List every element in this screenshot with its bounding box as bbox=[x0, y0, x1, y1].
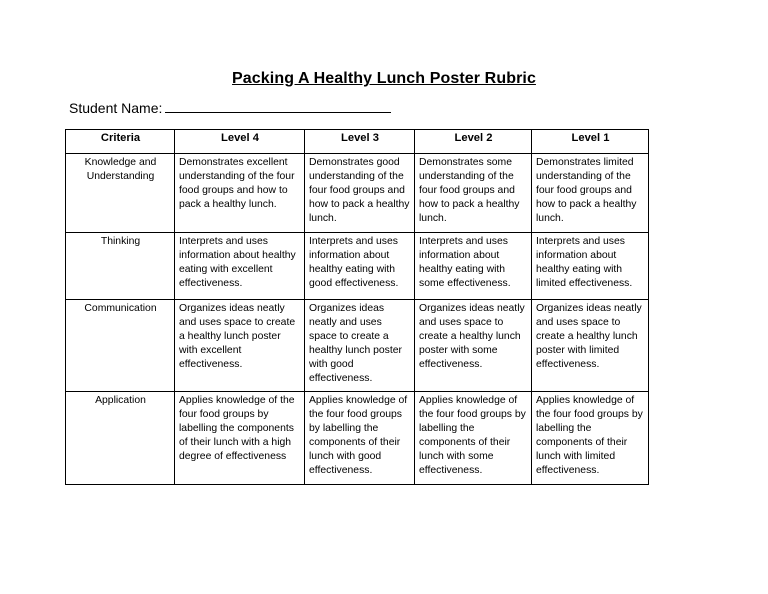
level-4-cell: Demonstrates excellent understanding of the four food groups and how to pack a healthy lunch. bbox=[175, 154, 305, 233]
criterion-cell: Knowledge and Understanding bbox=[66, 154, 175, 233]
criterion-cell: Thinking bbox=[66, 233, 175, 300]
level-2-cell: Organizes ideas neatly and uses space to create a healthy lunch poster with some effectiveness. bbox=[415, 300, 532, 392]
header-level-3: Level 3 bbox=[305, 130, 415, 154]
level-4-cell: Interprets and uses information about healthy eating with excellent effectiveness. bbox=[175, 233, 305, 300]
page-title: Packing A Healthy Lunch Poster Rubric bbox=[232, 70, 536, 87]
header-level-2: Level 2 bbox=[415, 130, 532, 154]
student-name-label: Student Name: bbox=[69, 100, 163, 116]
level-1-cell: Organizes ideas neatly and uses space to create a healthy lunch poster with limited effectiveness. bbox=[532, 300, 649, 392]
level-2-cell: Interprets and uses information about healthy eating with some effectiveness. bbox=[415, 233, 532, 300]
header-criteria: Criteria bbox=[66, 130, 175, 154]
level-3-cell: Demonstrates good understanding of the four food groups and how to pack a healthy lunch. bbox=[305, 154, 415, 233]
level-1-cell: Applies knowledge of the four food groups by labelling the components of their lunch with limited effectiveness. bbox=[532, 392, 649, 485]
header-level-4: Level 4 bbox=[175, 130, 305, 154]
level-2-cell: Applies knowledge of the four food groups by labelling the components of their lunch with some effectiveness. bbox=[415, 392, 532, 485]
rubric-table bbox=[65, 129, 649, 485]
level-4-cell: Organizes ideas neatly and uses space to create a healthy lunch poster with excellent effectiveness. bbox=[175, 300, 305, 392]
header-row bbox=[66, 130, 649, 154]
level-3-cell: Organizes ideas neatly and uses space to create a healthy lunch poster with good effectiveness. bbox=[305, 300, 415, 392]
table-row bbox=[66, 392, 649, 485]
table-row bbox=[66, 233, 649, 300]
level-1-cell: Interprets and uses information about healthy eating with limited effectiveness. bbox=[532, 233, 649, 300]
criterion-cell: Communication bbox=[66, 300, 175, 392]
level-3-cell: Applies knowledge of the four food groups by labelling the components of their lunch with good effectiveness. bbox=[305, 392, 415, 485]
level-2-cell: Demonstrates some understanding of the four food groups and how to pack a healthy lunch. bbox=[415, 154, 532, 233]
table-row bbox=[66, 154, 649, 233]
criterion-cell: Application bbox=[66, 392, 175, 485]
student-name-blank bbox=[165, 100, 391, 113]
level-3-cell: Interprets and uses information about healthy eating with good effectiveness. bbox=[305, 233, 415, 300]
table-row bbox=[66, 300, 649, 392]
header-level-1: Level 1 bbox=[532, 130, 649, 154]
student-name-field bbox=[69, 100, 391, 116]
level-1-cell: Demonstrates limited understanding of the four food groups and how to pack a healthy lunch. bbox=[532, 154, 649, 233]
level-4-cell: Applies knowledge of the four food groups by labelling the components of their lunch with a high degree of effectiveness bbox=[175, 392, 305, 485]
